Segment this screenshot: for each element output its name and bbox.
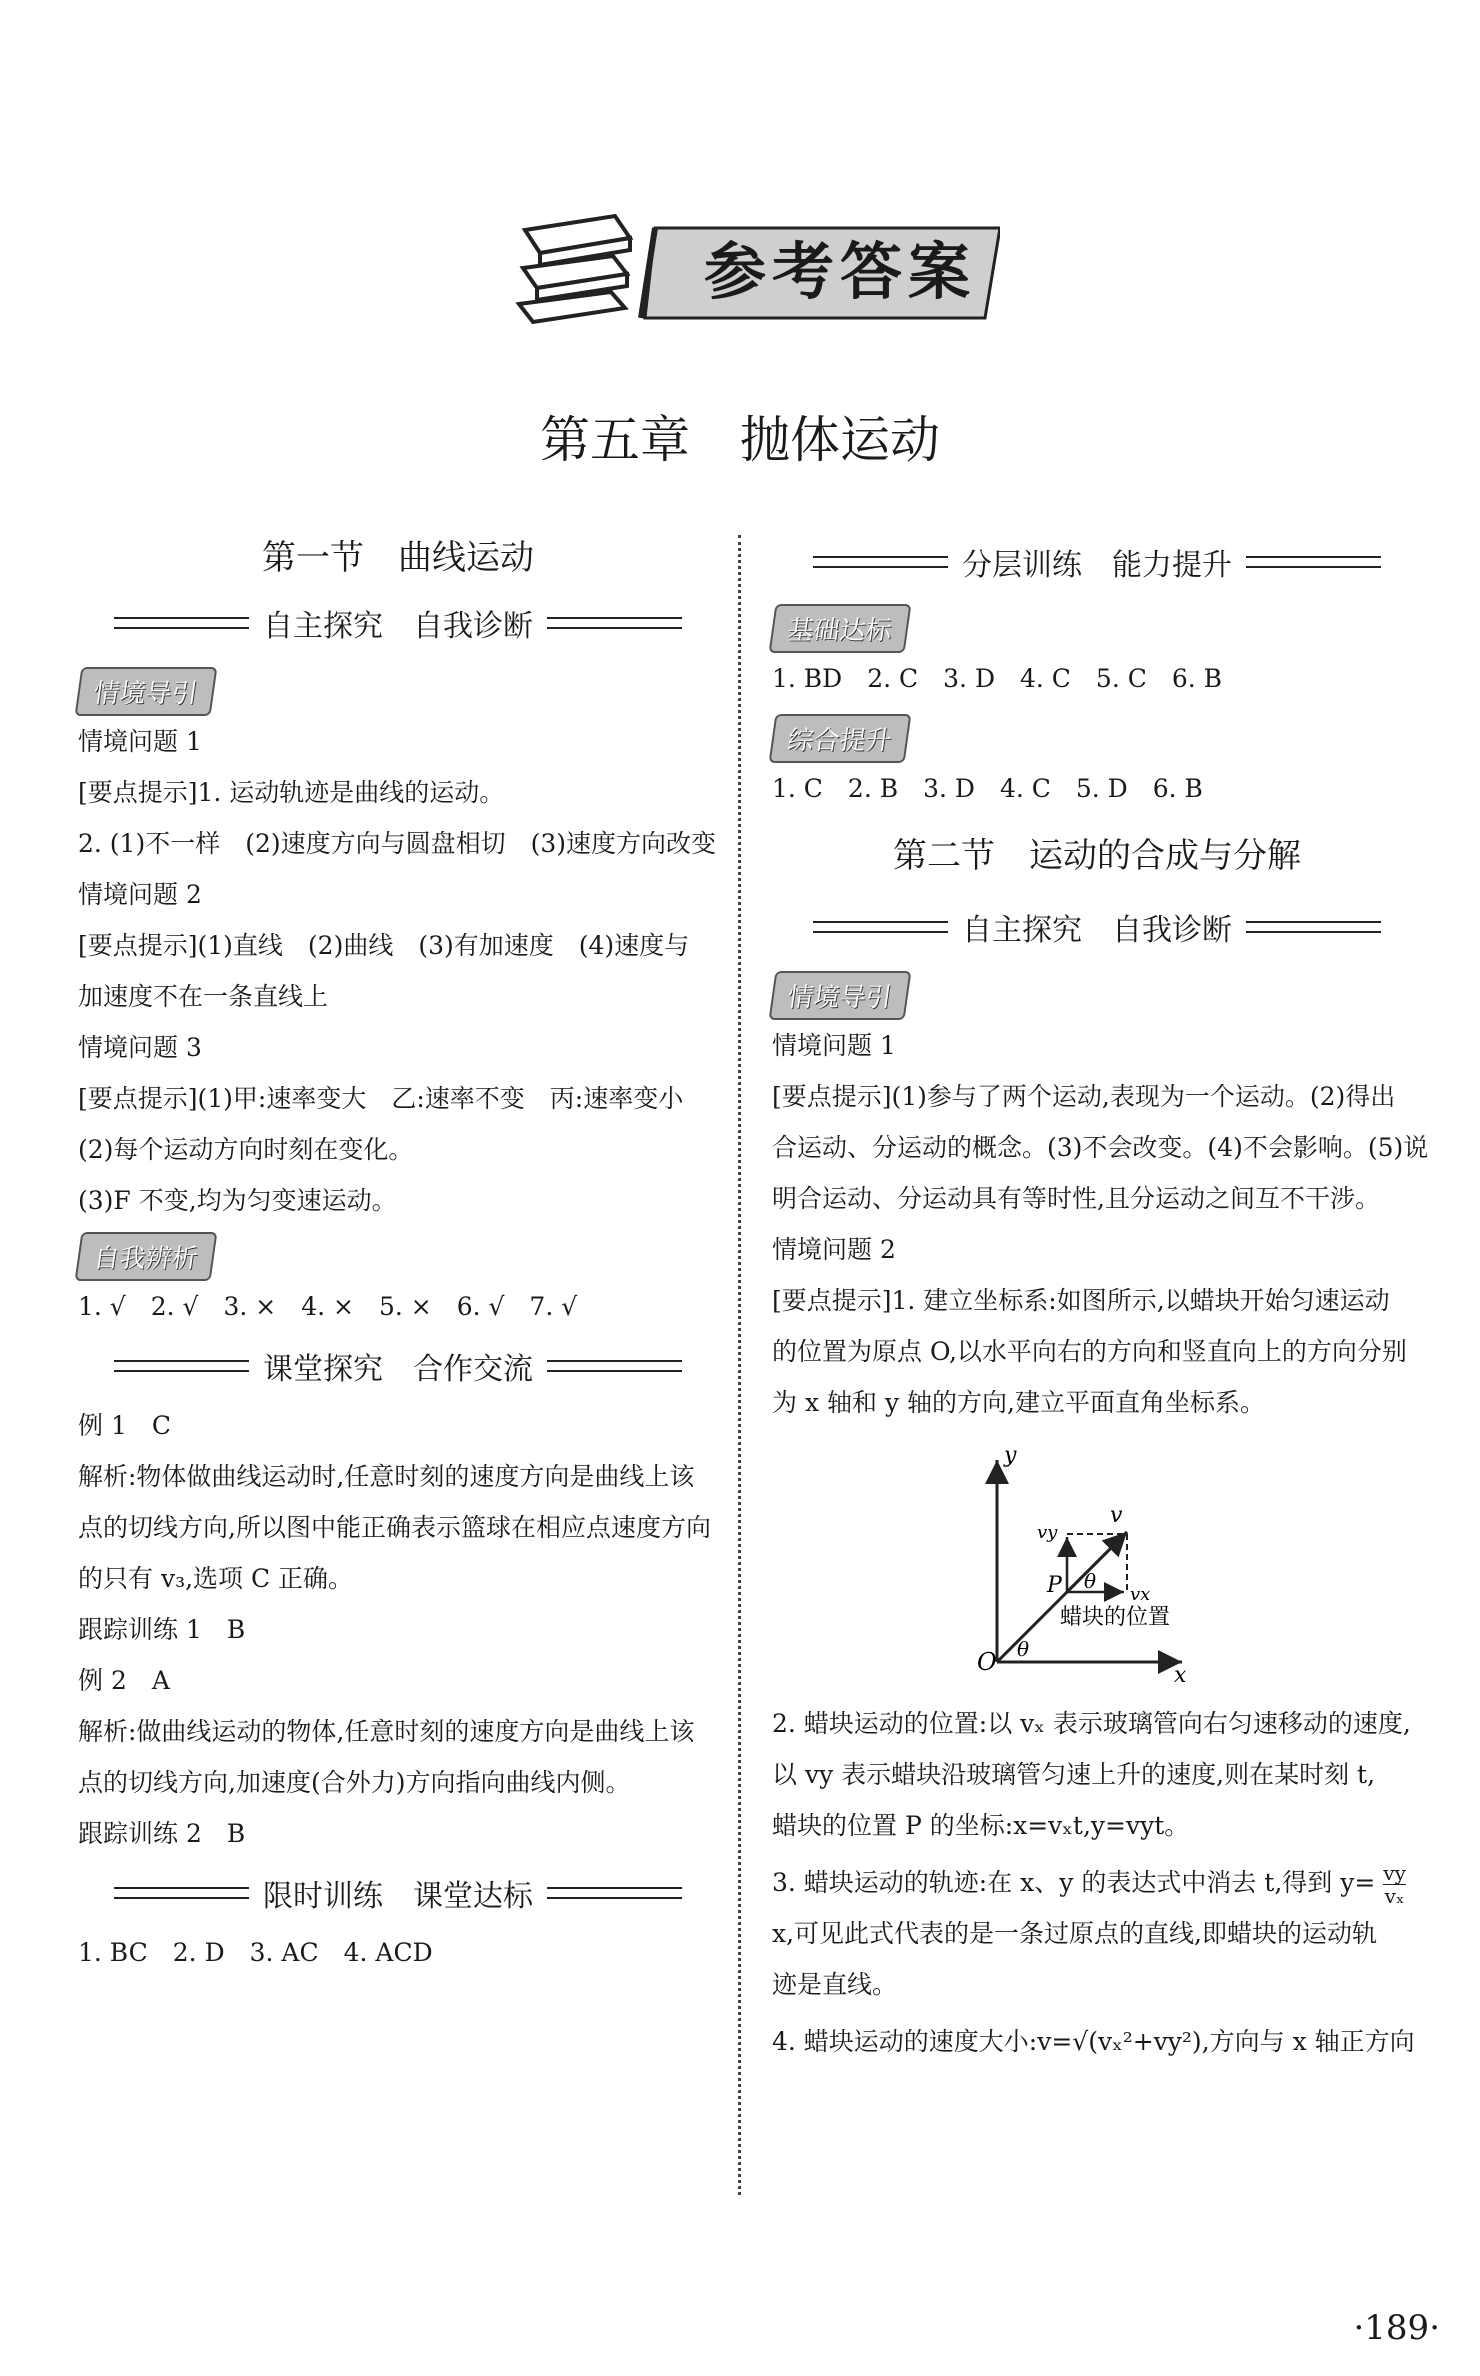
text-line: x,可见此式代表的是一条过原点的直线,即蜡块的运动轨 <box>772 1919 1377 1948</box>
vy-label: vy <box>1037 1522 1058 1543</box>
heading-layered-training <box>772 540 1422 584</box>
text-line: 蜡块的位置 P 的坐标:x=vₓt,y=vyt。 <box>772 1811 1190 1840</box>
text-line: 的位置为原点 O,以水平向右的方向和竖直向上的方向分别 <box>772 1337 1407 1366</box>
text-line: 1. C 2. B 3. D 4. C 5. D 6. B <box>772 774 1203 803</box>
text-line: 解析:物体做曲线运动时,任意时刻的速度方向是曲线上该 <box>78 1462 695 1491</box>
heading-timed-training <box>78 1871 718 1915</box>
fraction <box>1383 1862 1406 1907</box>
tag-comprehensive: 综合提升 <box>769 714 912 763</box>
text-line: 1. BC 2. D 3. AC 4. ACD <box>78 1938 433 1967</box>
heading-text: 自主探究 自我诊断 <box>962 913 1232 948</box>
text-line: 情境问题 2 <box>78 880 202 909</box>
text-line: 解析:做曲线运动的物体,任意时刻的速度方向是曲线上该 <box>78 1717 695 1746</box>
column-divider <box>738 535 741 2195</box>
text-line: 1. BD 2. C 3. D 4. C 5. C 6. B <box>772 664 1223 693</box>
fraction-denominator: vₓ <box>1384 1884 1405 1908</box>
origin-label: O <box>977 1648 997 1676</box>
tag-scenario-guide: 情境导引 <box>75 667 218 716</box>
text-line: 情境问题 3 <box>78 1033 202 1062</box>
text-line: 的只有 v₃,选项 C 正确。 <box>78 1564 354 1593</box>
text-line: 为 x 轴和 y 轴的方向,建立平面直角坐标系。 <box>772 1388 1265 1417</box>
text-line: 跟踪训练 2 B <box>78 1819 246 1848</box>
text-line: 点的切线方向,所以图中能正确表示篮球在相应点速度方向 <box>78 1513 711 1542</box>
x-axis-label: x <box>1174 1663 1187 1682</box>
text-line: 明合运动、分运动具有等时性,且分运动之间互不干涉。 <box>772 1184 1380 1213</box>
text-line: [要点提示](1)参与了两个运动,表现为一个运动。(2)得出 <box>772 1082 1396 1111</box>
text-fragment: 3. 蜡块运动的轨迹:在 x、y 的表达式中消去 t,得到 y= <box>772 1868 1376 1897</box>
heading-self-study-2 <box>772 905 1422 949</box>
text-line: 例 2 A <box>78 1666 170 1695</box>
text-line: 情境问题 1 <box>78 727 202 756</box>
chapter-title: 第五章 抛体运动 <box>540 411 940 469</box>
heading-text: 限时训练 课堂达标 <box>263 1879 533 1914</box>
theta-label-1: θ <box>1084 1569 1097 1593</box>
fraction-numerator: vy <box>1383 1861 1406 1885</box>
tag-basic: 基础达标 <box>769 604 912 653</box>
answers-title: 参考答案 <box>703 235 976 308</box>
text-line: 情境问题 1 <box>772 1031 896 1060</box>
text-line: 例 1 C <box>78 1411 171 1440</box>
heading-self-study <box>78 601 718 645</box>
text-line: [要点提示](1)甲:速率变大 乙:速率不变 丙:速率变小 <box>78 1084 684 1113</box>
text-line: [要点提示]1. 建立坐标系:如图所示,以蜡块开始匀速运动 <box>772 1286 1390 1315</box>
section2-title: 第二节 运动的合成与分解 <box>893 836 1301 876</box>
heading-text: 分层训练 能力提升 <box>962 548 1232 583</box>
section1-title: 第一节 曲线运动 <box>262 538 534 578</box>
text-line: 2. 蜡块运动的位置:以 vₓ 表示玻璃管向右匀速移动的速度, <box>772 1709 1411 1738</box>
page-number: ·189· <box>1353 2308 1440 2348</box>
tag-self-check: 自我辨析 <box>75 1232 218 1281</box>
text-line: 加速度不在一条直线上 <box>78 982 329 1011</box>
text-line: (3)F 不变,均为匀变速运动。 <box>78 1186 397 1215</box>
text-line: 迹是直线。 <box>772 1970 898 1999</box>
text-line: 以 vy 表示蜡块沿玻璃管匀速上升的速度,则在某时刻 t, <box>772 1760 1376 1789</box>
text-line: (2)每个运动方向时刻在变化。 <box>78 1135 414 1164</box>
text-line: 4. 蜡块运动的速度大小:v=√(vₓ²+vy²),方向与 x 轴正方向 <box>772 2027 1415 2056</box>
text-line: 点的切线方向,加速度(合外力)方向指向曲线内侧。 <box>78 1768 631 1797</box>
text-line: 跟踪训练 1 B <box>78 1615 246 1644</box>
left-column <box>78 530 718 1978</box>
text-line <box>772 1857 1422 1908</box>
text-line: [要点提示]1. 运动轨迹是曲线的运动。 <box>78 778 505 807</box>
text-line: 2. (1)不一样 (2)速度方向与圆盘相切 (3)速度方向改变 <box>78 829 717 858</box>
vx-label: vx <box>1130 1584 1151 1605</box>
v-label: v <box>1110 1503 1123 1528</box>
tag-scenario-guide-2: 情境导引 <box>769 971 912 1020</box>
text-line: [要点提示](1)直线 (2)曲线 (3)有加速度 (4)速度与 <box>78 931 690 960</box>
point-p-label: P <box>1047 1573 1062 1598</box>
text-line: 1. √ 2. √ 3. × 4. × 5. × 6. √ 7. √ <box>78 1292 578 1321</box>
right-column <box>772 540 1429 2067</box>
coordinate-figure <box>772 1442 1422 1682</box>
heading-classroom <box>78 1344 718 1388</box>
text-line: 情境问题 2 <box>772 1235 896 1264</box>
y-axis-label: y <box>1004 1443 1017 1468</box>
figure-caption: 蜡块的位置 <box>1060 1605 1171 1630</box>
heading-text: 课堂探究 合作交流 <box>263 1352 533 1387</box>
theta-label-2: θ <box>1017 1637 1030 1661</box>
heading-text: 自主探究 自我诊断 <box>263 609 533 644</box>
text-line: 合运动、分运动的概念。(3)不会改变。(4)不会影响。(5)说 <box>772 1133 1429 1162</box>
